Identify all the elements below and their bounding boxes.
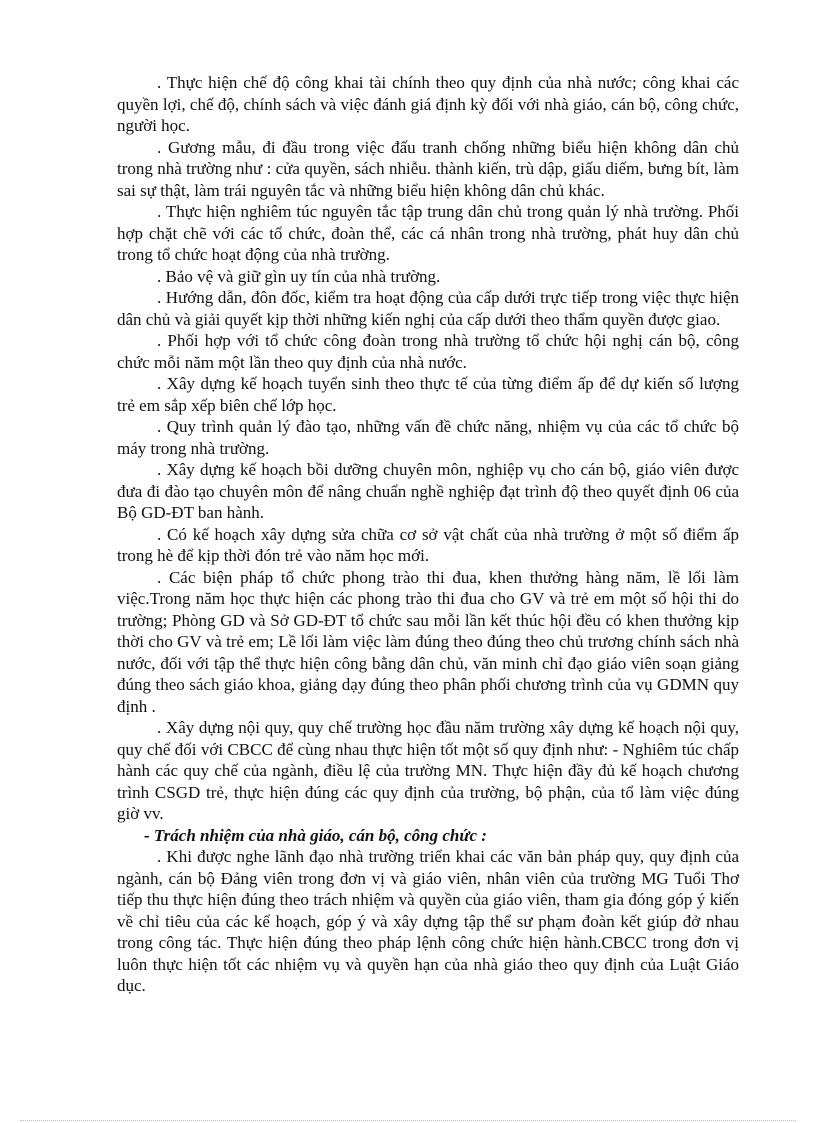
paragraph-financial-disclosure: . Thực hiện chế độ công khai tài chính theo quy định của nhà nước; công khai các quyền lợi, chế độ, chính sách và việc đánh giá định kỳ đối với nhà giáo, cán bộ, công chức, người học. [117,73,739,135]
paragraph-enrollment-plan: . Xây dựng kế hoạch tuyển sinh theo thực tế của từng điểm ấp để dự kiến số lượng trẻ em sắp xếp biên chế lớp học. [117,374,739,415]
paragraph-emulation-rewards: . Các biện pháp tổ chức phong trào thi đua, khen thưởng hàng năm, lề lối làm việc.Trong năm học thực hiện các phong trào thi đua cho GV và trẻ em một số hội thi do trường; Phòng GD và Sở GD-ĐT tổ chức sau mỗi lần kết thúc hội đều có khen thưởng kịp thời cho GV và trẻ em; Lề lối làm việc làm đúng theo đúng theo chủ trương chính sách nhà nước, đối với tập thể thực hiện công bằng dân chủ, văn minh chỉ đạo giáo viên soạn giảng đúng theo sách giáo khoa, giảng dạy đúng theo phân phối chương trình của vụ GDMN quy định . [117,567,739,716]
document-page [117,72,739,997]
paragraph-facility-repair: . Có kế hoạch xây dựng sửa chữa cơ sở vật chất của nhà trường ở một số điểm ấp trong hè để kịp thời đón trẻ vào năm học mới. [117,524,739,565]
paragraph-anti-undemocratic: . Gương mẫu, đi đầu trong việc đấu tranh chống những biểu hiện không dân chủ trong nhà trường như : cửa quyền, sách nhiễu. thành kiến, trù dập, giấu diếm, bưng bít, làm sai sự thật, làm trái nguyên tắc và những biểu hiện không dân chủ khác. [117,137,739,200]
paragraph-protect-reputation: . Bảo vệ và giữ gìn uy tín của nhà trường. [157,266,441,286]
section-heading-teacher-responsibility: - Trách nhiệm của nhà giáo, cán bộ, công chức : [144,825,487,845]
paragraph-supervise-subordinates: . Hướng dẫn, đôn đốc, kiểm tra hoạt động của cấp dưới trực tiếp trong việc thực hiện dân chủ và giải quyết kịp thời những kiến nghị của cấp dưới theo thẩm quyền được giao. [117,288,739,329]
paragraph-training-management: . Quy trình quản lý đào tạo, những vấn đề chức năng, nhiệm vụ của các tổ chức bộ máy trong nhà trường. [117,417,739,458]
paragraph-school-regulations: . Xây dựng nội quy, quy chế trường học đầu năm trường xây dựng kế hoạch nội quy, quy chế đối với CBCC để cùng nhau thực hiện tốt một số quy định như: - Nghiêm túc chấp hành các quy chế của ngành, điều lệ của trường MN. Thực hiện đầy đủ kế hoạch chương trình CSGD trẻ, thực hiện đúng các quy định của trường, bộ phận, của tổ làm việc đúng giờ vv. [117,718,739,823]
paragraph-union-conference: . Phối hợp với tổ chức công đoàn trong nhà trường tổ chức hội nghị cán bộ, công chức mỗi năm một lần theo quy định của nhà nước. [117,331,739,372]
paragraph-staff-development: . Xây dựng kế hoạch bồi dưỡng chuyên môn, nghiệp vụ cho cán bộ, giáo viên được đưa đi đào tạo chuyên môn để nâng chuẩn nghề nghiệp đạt trình độ theo quyết định 06 của Bộ GD-ĐT ban hành. [117,460,739,522]
paragraph-teacher-duties: . Khi được nghe lãnh đạo nhà trường triển khai các văn bản pháp quy, quy định của ngành, cán bộ Đảng viên trong đơn vị và giáo viên, nhân viên của trường MG Tuổi Thơ tiếp thu thực hiện đúng theo trách nhiệm và quyền của giáo viên, tham gia đóng góp ý kiến về chỉ tiêu của các kế hoạch, góp ý và xây dựng tập thể sư phạm đoàn kết giúp đở nhau trong công tác. Thực hiện đúng theo pháp lệnh công chức hiện hành.CBCC trong đơn vị luôn thực hiện tốt các nhiệm vụ và quyền hạn của nhà giáo theo quy định của Luật Giáo dục. [117,847,739,995]
paragraph-democratic-centralism: . Thực hiện nghiêm túc nguyên tắc tập trung dân chủ trong quản lý nhà trường. Phối hợp chặt chẽ với các tổ chức, đoàn thể, các cá nhân trong nhà trường, phát huy dân chủ trong tổ chức hoạt động của nhà trường. [117,202,739,264]
page-divider [20,1120,796,1121]
